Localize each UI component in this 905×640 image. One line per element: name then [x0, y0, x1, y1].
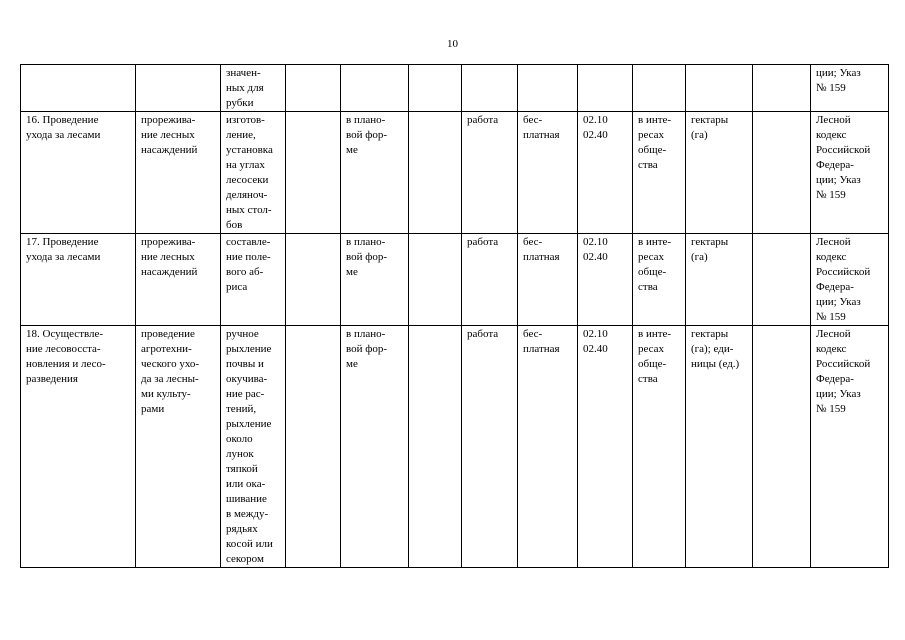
cell-codes: 02.10 02.40 [578, 326, 633, 568]
cell-interest: в инте- ресах обще- ства [633, 112, 686, 234]
cell-basis: Лесной кодекс Российской Федера- ции; Указ № 159 [811, 112, 889, 234]
cell-codes [578, 65, 633, 112]
cell-fee: бес- платная [518, 234, 578, 326]
cell-fee [518, 65, 578, 112]
cell-empty [409, 112, 462, 234]
cell-type [462, 65, 518, 112]
cell-empty [753, 234, 811, 326]
cell-codes: 02.10 02.40 [578, 112, 633, 234]
cell-kind: прорежива- ние лесных насаждений [136, 112, 221, 234]
table-row [21, 326, 889, 568]
cell-fee: бес- платная [518, 112, 578, 234]
cell-empty [286, 112, 341, 234]
cell-codes: 02.10 02.40 [578, 234, 633, 326]
cell-basis: Лесной кодекс Российской Федера- ции; Указ № 159 [811, 234, 889, 326]
cell-plan: в плано- вой фор- ме [341, 112, 409, 234]
cell-units [686, 65, 753, 112]
cell-plan [341, 65, 409, 112]
cell-empty [753, 112, 811, 234]
cell-type: работа [462, 112, 518, 234]
cell-empty [753, 65, 811, 112]
cell-content: значен- ных для рубки [221, 65, 286, 112]
table-row [21, 234, 889, 326]
cell-empty [286, 234, 341, 326]
services-table [20, 64, 889, 568]
cell-interest: в инте- ресах обще- ства [633, 234, 686, 326]
table-row [21, 65, 889, 112]
cell-basis: ции; Указ № 159 [811, 65, 889, 112]
table-row [21, 112, 889, 234]
cell-content: ручное рыхление почвы и окучива- ние рас- тений, рыхление около лунок тяпкой или ока- шивание в междy- рядьях косой или секором [221, 326, 286, 568]
cell-empty [409, 326, 462, 568]
cell-empty [753, 326, 811, 568]
cell-units: гектары (га) [686, 234, 753, 326]
cell-empty [286, 65, 341, 112]
cell-name: 17. Проведение ухода за лесами [21, 234, 136, 326]
cell-empty [286, 326, 341, 568]
cell-kind: прорежива- ние лесных насаждений [136, 234, 221, 326]
cell-empty [409, 65, 462, 112]
page-number: 10 [447, 38, 458, 50]
cell-plan: в плано- вой фор- ме [341, 326, 409, 568]
cell-fee: бес- платная [518, 326, 578, 568]
cell-content: изготов- ление, установка на углах лесосеки деляноч- ных стол- бов [221, 112, 286, 234]
cell-basis: Лесной кодекс Российской Федера- ции; Указ № 159 [811, 326, 889, 568]
cell-name [21, 65, 136, 112]
cell-kind: проведение агротехни- ческого ухо- да за лесны- ми культу- рами [136, 326, 221, 568]
cell-name: 16. Проведение ухода за лесами [21, 112, 136, 234]
cell-plan: в плано- вой фор- ме [341, 234, 409, 326]
cell-content: составле- ние поле- вого аб- риса [221, 234, 286, 326]
cell-units: гектары (га); еди- ницы (ед.) [686, 326, 753, 568]
cell-name: 18. Осуществле- ние лесовосста- новления и лесо- разведения [21, 326, 136, 568]
cell-kind [136, 65, 221, 112]
cell-units: гектары (га) [686, 112, 753, 234]
cell-type: работа [462, 234, 518, 326]
cell-interest [633, 65, 686, 112]
cell-interest: в инте- ресах обще- ства [633, 326, 686, 568]
cell-type: работа [462, 326, 518, 568]
cell-empty [409, 234, 462, 326]
